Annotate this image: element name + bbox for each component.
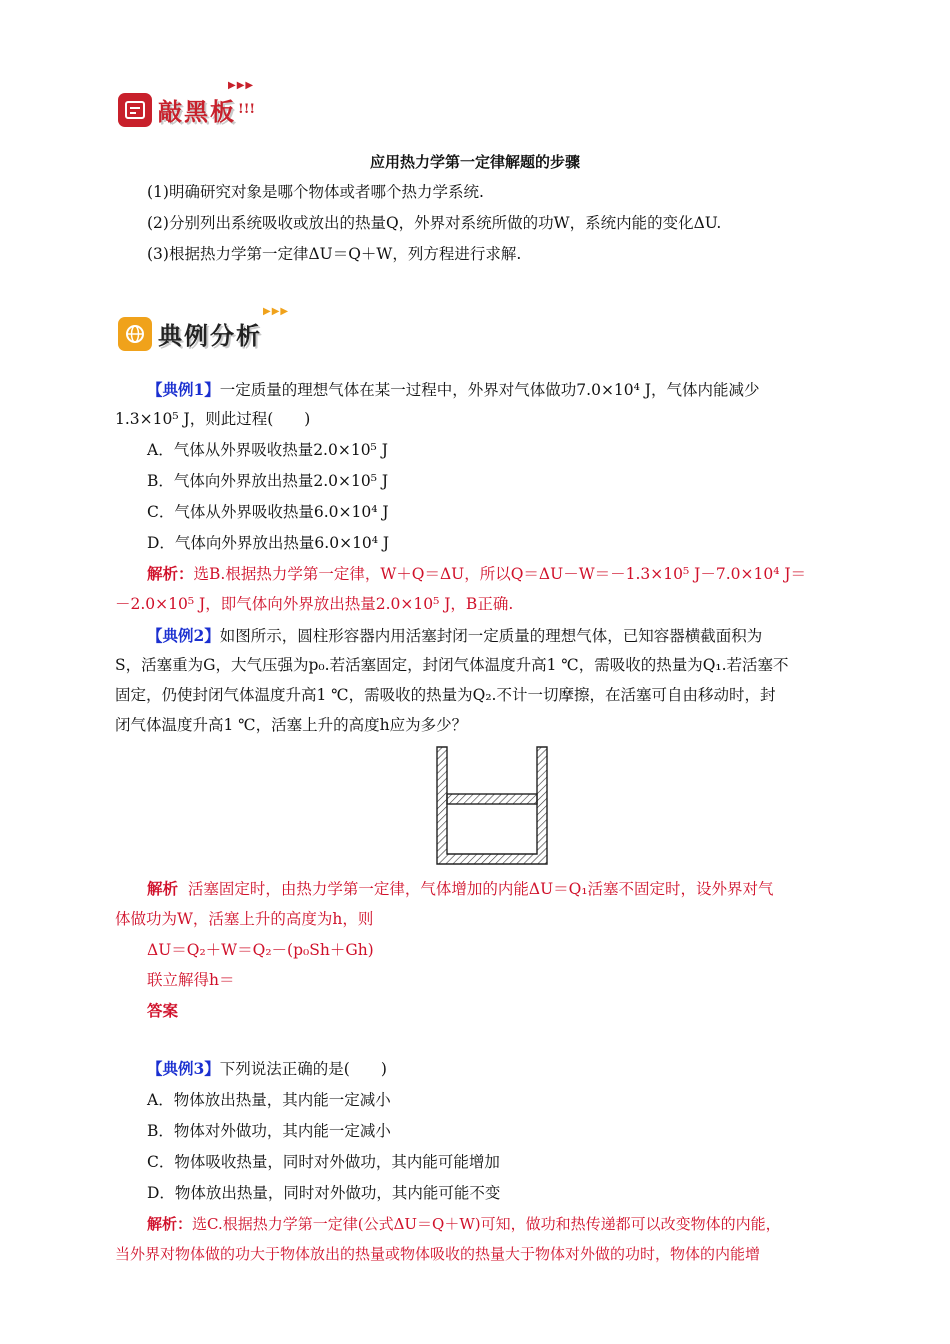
ex2-answer-line4: 联立解得h＝	[147, 971, 235, 989]
step-3: (3)根据热力学第一定律ΔU＝Q＋W，列方程进行求解.	[147, 245, 522, 263]
ex2-question-line3: 固定，仍使封闭气体温度升高1 ℃，需吸收的热量为Q₂.不计一切摩擦，在活塞可自由移动时，封	[115, 686, 776, 704]
section-badge-examples	[118, 316, 262, 351]
ex1-answer-line1: 解析：选B.根据热力学第一定律，W＋Q＝ΔU，所以Q＝ΔU－W＝－1.3×10⁵ J－7.0×10⁴ J＝	[147, 564, 807, 583]
ex3-question: 【典例3】下列说法正确的是( )	[147, 1059, 387, 1078]
piston	[447, 794, 537, 804]
badge-title: 典例分析	[158, 322, 262, 350]
ex2-question-line4: 闭气体温度升高1 ℃，活塞上升的高度h应为多少？	[115, 716, 468, 734]
ex2-question-line1: 【典例2】如图所示，圆柱形容器内用活塞封闭一定质量的理想气体，已知容器横截面积为	[147, 626, 763, 645]
ex3-option-d: D．物体放出热量，同时对外做功，其内能可能不变	[147, 1184, 501, 1202]
ex2-question-line2: S，活塞重为G，大气压强为p₀.若活塞固定，封闭气体温度升高1 ℃，需吸收的热量为Q₁.若活塞不	[115, 656, 789, 674]
ex1-option-a: A．气体从外界吸收热量2.0×10⁵ J	[147, 441, 388, 459]
ex1-option-c: C．气体从外界吸收热量6.0×10⁴ J	[147, 503, 389, 521]
badge-suffix: !!!	[238, 102, 256, 117]
cylinder-piston-diagram	[436, 746, 548, 866]
ex2-answer-label: 答案	[147, 1001, 179, 1020]
ex1-option-d: D．气体向外界放出热量6.0×10⁴ J	[147, 534, 390, 552]
arrow-decoration-icon: ▶▶▶	[263, 306, 290, 317]
ex3-option-a: A．物体放出热量，其内能一定减小	[147, 1091, 391, 1109]
container-wall	[437, 747, 547, 864]
globe-icon	[118, 317, 152, 351]
ex1-question-line2: 1.3×10⁵ J，则此过程( )	[115, 410, 311, 428]
section-badge-blackboard	[118, 92, 255, 127]
ex1-answer-line2: －2.0×10⁵ J，即气体向外界放出热量2.0×10⁵ J，B正确.	[115, 595, 514, 613]
step-2: (2)分别列出系统吸收或放出的热量Q，外界对系统所做的功W，系统内能的变化ΔU.	[147, 214, 722, 232]
ex3-answer-line1: 解析：选C.根据热力学第一定律(公式ΔU＝Q＋W)可知，做功和热传递都可以改变物体的内能，	[147, 1215, 781, 1233]
ex2-answer-line3: ΔU＝Q₂＋W＝Q₂－(p₀Sh＋Gh)	[147, 941, 374, 959]
ex3-answer-line2: 当外界对物体做的功大于物体放出的热量或物体吸收的热量大于物体对外做的功时，物体的内能增	[115, 1245, 761, 1263]
ex3-option-b: B．物体对外做功，其内能一定减小	[147, 1122, 391, 1140]
arrow-decoration-icon: ▶▶▶	[228, 80, 255, 91]
ex1-question-line1: 【典例1】一定质量的理想气体在某一过程中，外界对气体做功7.0×10⁴ J，气体内能减少	[147, 380, 760, 399]
ex2-answer-line1: 解析 活塞固定时，由热力学第一定律，气体增加的内能ΔU＝Q₁活塞不固定时，设外界对气	[147, 879, 774, 898]
step-1: (1)明确研究对象是哪个物体或者哪个热力学系统.	[147, 183, 484, 201]
ex1-option-b: B．气体向外界放出热量2.0×10⁵ J	[147, 472, 389, 490]
ex2-answer-line2: 体做功为W，活塞上升的高度为h，则	[115, 910, 374, 928]
badge-title: 敲黑板	[158, 98, 236, 126]
section-heading: 应用热力学第一定律解题的步骤	[369, 153, 580, 171]
notebook-icon	[118, 93, 152, 127]
ex3-option-c: C．物体吸收热量，同时对外做功，其内能可能增加	[147, 1153, 500, 1171]
